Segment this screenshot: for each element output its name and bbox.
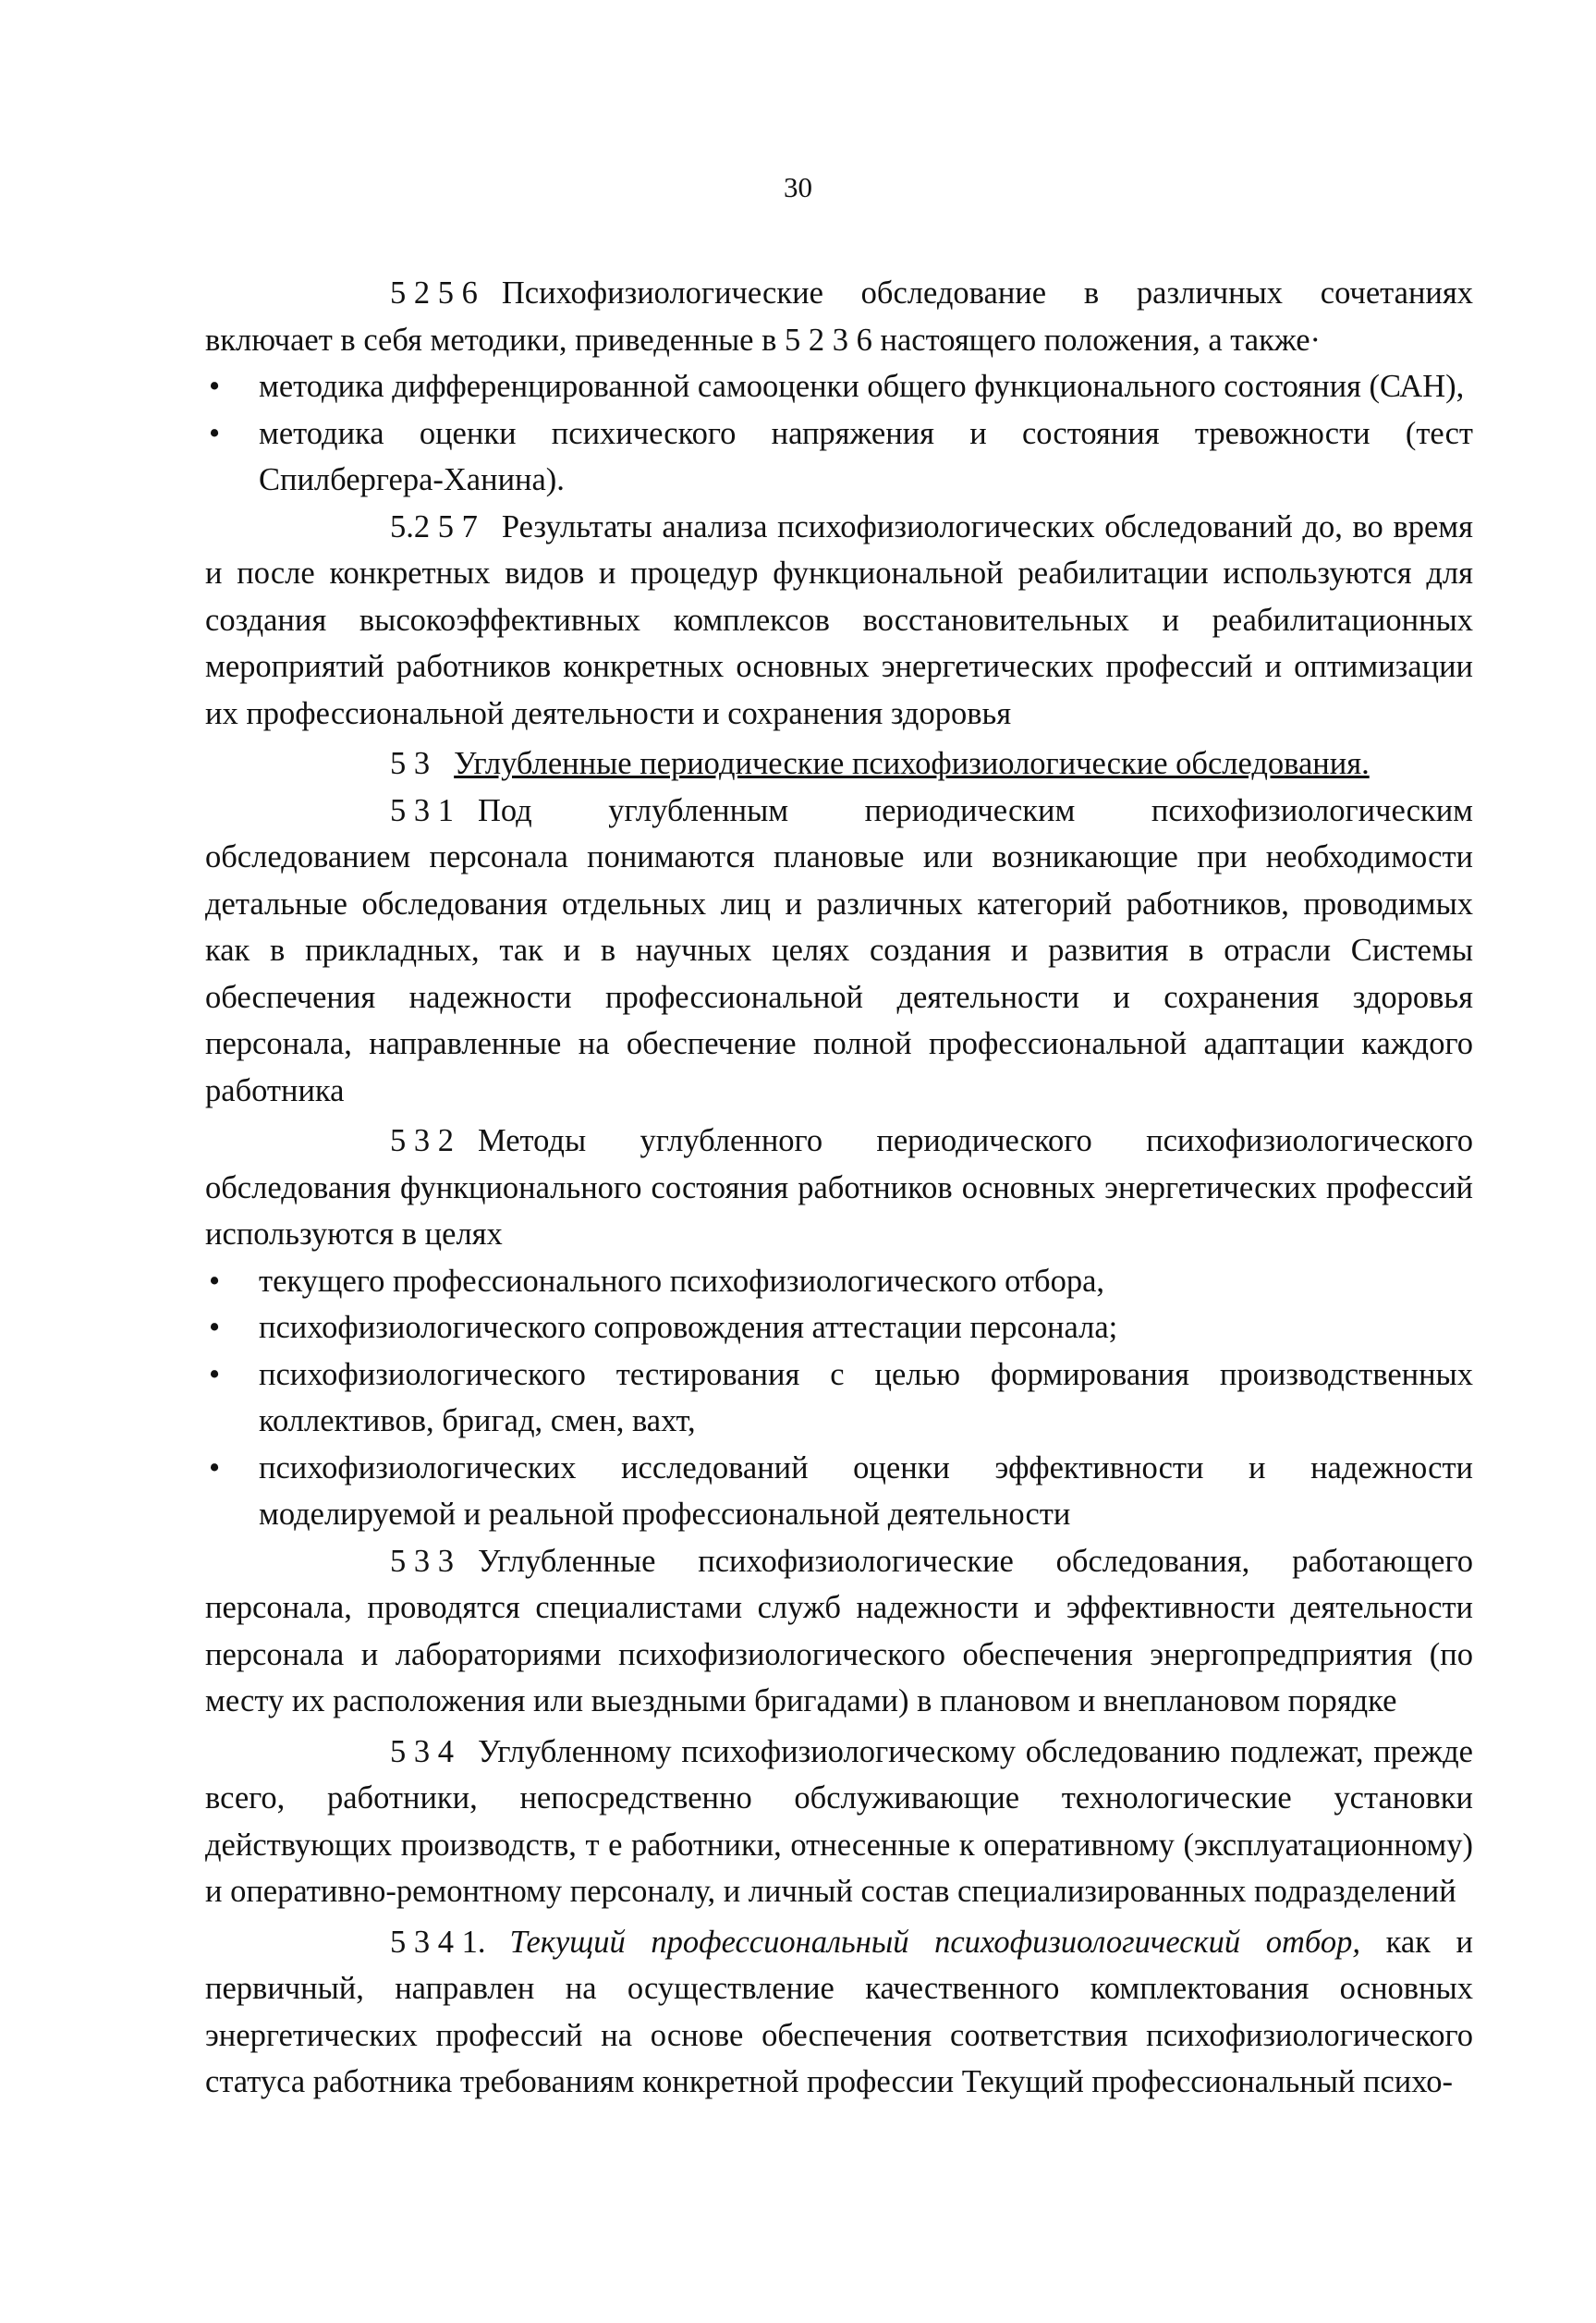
document-body: [205, 270, 1473, 2106]
list-item: • психофизиологических исследований оценки эффективности и надежности моделируемой и реальной профессиональной деятельности: [205, 1445, 1473, 1538]
list-item: • психофизиологического сопровождения аттестации персонала;: [205, 1304, 1473, 1351]
paragraph-text: Психофизиологические обследование в различных сочетаниях включает в себя методики, приведенные в 5 2 3 6 настоящего положения, а также·: [205, 275, 1473, 358]
paragraph-text: Под углубленным периодическим психофизиологическим обследованием персонала понимаются плановые или возникающие при необходимости детальные обследования отдельных лиц и различных категорий работников, проводимых как в прикладных, так и в научных целях создания и развития в отрасли Системы обеспечения надежности профессиональной деятельности и сохранения здоровья персонала, направленные на обеспечение полной профессиональной адаптации каждого работника: [205, 792, 1473, 1108]
bullet-icon: •: [209, 415, 221, 451]
paragraph-text: Углубленному психофизиологическому обследованию подлежат, прежде всего, работники, непосредственно обслуживающие технологические установки действующих производств, т е работники, отнесенные к оперативному (эксплуатационному) и оперативно-ремонтному персоналу, и личный состав специализированных подразделений: [205, 1733, 1473, 1909]
paragraph-5-3-2: [205, 1118, 1473, 1258]
bullet-list-5-2-5-6: [205, 363, 1473, 504]
paragraph-text: Результаты анализа психофизиологических обследований до, во время и после конкретных видов и процедур функциональной реабилитации используются для создания высокоэффективных комплексов восстановительных и реабилитационных мероприятий работников конкретных основных энергетических профессий и оптимизации их профессиональной деятельности и сохранения здоровья: [205, 508, 1473, 731]
clause-number: 5 3 2: [390, 1123, 454, 1158]
bullet-icon: •: [209, 1310, 221, 1345]
paragraph-text: как и первичный, направлен на осуществление качественного комплектования основных энергетических профессий на основе обеспечения соответствия психофизиологического статуса работника требованиям конкретной профессии Текущий профессиональный психо-: [205, 1924, 1474, 2099]
paragraph-5-3-4: [205, 1729, 1473, 1915]
clause-number: 5 2 5 6: [390, 275, 478, 311]
list-item: • текущего профессионального психофизиологического отбора,: [205, 1258, 1473, 1305]
paragraph-text: Методы углубленного периодического психофизиологического обследования функционального состояния работников основных энергетических профессий используются в целях: [205, 1123, 1473, 1252]
paragraph-term: Текущий профессиональный психофизиологический отбор,: [509, 1924, 1360, 1960]
page-number: 30: [784, 171, 812, 203]
list-item: • методика дифференцированной самооценки общего функционального состояния (САН),: [205, 363, 1473, 410]
bullet-icon: •: [209, 369, 221, 404]
bullet-icon: •: [209, 1263, 221, 1299]
paragraph-text: Углубленные психофизиологические обследования, работающего персонала, проводятся специалистами служб надежности и эффективности деятельности персонала и лабораториями психофизиологического обеспечения энергопредприятия (по месту их расположения или выездными бригадами) в плановом и внеплановом порядке: [205, 1543, 1473, 1718]
section-heading-5-3: [205, 740, 1473, 788]
section-number: 5 3: [390, 746, 431, 781]
bullet-icon: •: [209, 1449, 221, 1485]
clause-number: 5.2 5 7: [390, 508, 478, 544]
list-item: • психофизиологического тестирования с целью формирования производственных коллективов, бригад, смен, вахт,: [205, 1351, 1473, 1445]
paragraph-5-2-5-7: [205, 504, 1473, 738]
section-title: Углубленные периодические психофизиологические обследования.: [454, 746, 1370, 781]
clause-number: 5 3 4 1.: [390, 1924, 486, 1960]
list-item: • методика оценки психического напряжения и состояния тревожности (тест Спилбергера-Ханина).: [205, 410, 1473, 504]
clause-number: 5 3 3: [390, 1543, 454, 1579]
paragraph-5-3-3: [205, 1538, 1473, 1725]
paragraph-5-3-1: [205, 788, 1473, 1115]
clause-number: 5 3 1: [390, 792, 454, 828]
bullet-list-5-3-2: [205, 1258, 1473, 1538]
paragraph-5-2-5-6: [205, 270, 1473, 363]
paragraph-5-3-4-1: [205, 1919, 1473, 2106]
bullet-icon: •: [209, 1356, 221, 1392]
clause-number: 5 3 4: [390, 1733, 454, 1769]
